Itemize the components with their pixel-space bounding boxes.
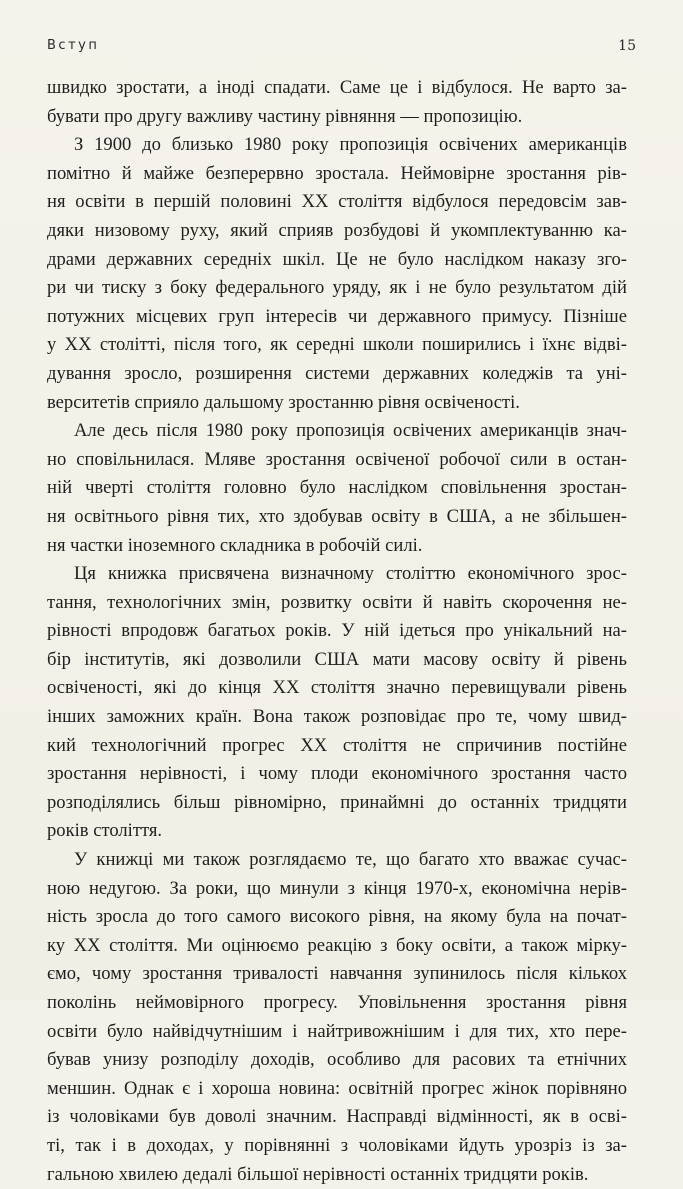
text-line: потужних місцевих груп інтересів чи державного примусу. Пізніше xyxy=(47,305,627,327)
text-line: ність зросла до того самого високого рівня, на якому була на почат- xyxy=(47,906,627,928)
text-line: ній чверті століття головно було наслідком сповільнення зростан- xyxy=(47,477,627,499)
body-text xyxy=(47,74,627,1189)
text-line: Але десь після 1980 року пропозиція освічених американців знач- xyxy=(74,420,627,442)
text-line: кий технологічний прогрес XX століття не спричинив постійне xyxy=(47,734,627,756)
paragraph xyxy=(47,74,627,131)
text-line: бувати про другу важливу частину рівняння — пропозицію. xyxy=(47,105,523,127)
text-line: зростання нерівності, і чому плоди економічного зростання часто xyxy=(47,763,627,785)
text-line: із чоловіками був доволі значним. Насправді відмінності, як в осві- xyxy=(47,1106,627,1128)
text-line: дяки низовому руху, який сприяв розбудові й укомплектуванню ка- xyxy=(47,219,627,241)
text-line: ня освіти в першій половині XX століття відбулося передовсім зав- xyxy=(47,191,627,213)
text-line: меншин. Однак є і хороша новина: освітній прогрес жінок порівняно xyxy=(47,1077,627,1099)
text-line: драми державних середніх шкіл. Це не було наслідком наказу зго- xyxy=(47,248,627,270)
text-line: ною недугою. За роки, що минули з кінця 1970-х, економічна нерів- xyxy=(47,877,627,899)
text-line: гальною хвилею дедалі більшої нерівності останніх тридцяти років. xyxy=(47,1163,589,1185)
text-line: З 1900 до близько 1980 року пропозиція освічених американців xyxy=(74,134,627,156)
text-line: ня освітнього рівня тих, хто здобував освіту в США, а не збільшен- xyxy=(47,505,627,527)
text-line: освіченості, які до кінця XX століття значно перевищували рівень xyxy=(47,677,627,699)
text-line: тання, технологічних змін, розвитку освіти й навіть скорочення не- xyxy=(47,591,627,613)
section-title: Вступ xyxy=(47,38,100,53)
text-line: ті, так і в доходах, у порівнянні з чоловіками йдуть урозріз із за- xyxy=(47,1134,627,1156)
text-line: у XX столітті, після того, як середні школи поширились і їхнє відві- xyxy=(47,334,627,356)
text-line: У книжці ми також розглядаємо те, що багато хто вважає сучас- xyxy=(74,849,627,871)
text-line: но сповільнилася. Мляве зростання освіченої робочої сили в остан- xyxy=(47,448,627,470)
text-line: верситетів сприяло дальшому зростанню рівня освіченості. xyxy=(47,391,520,413)
paragraph xyxy=(47,560,627,846)
text-line: бував унизу розподілу доходів, особливо для расових та етнічних xyxy=(47,1049,627,1071)
text-line: ємо, чому зростання тривалості навчання зупинилось після кількох xyxy=(47,963,627,985)
page-number: 15 xyxy=(618,38,636,54)
text-line: Ця книжка присвячена визначному століттю економічного зрос- xyxy=(74,563,627,585)
running-head xyxy=(47,38,636,58)
paragraph xyxy=(47,417,627,560)
text-line: помітно й майже безперервно зростала. Неймовірне зростання рів- xyxy=(47,162,627,184)
text-line: поколінь неймовірного прогресу. Уповільнення зростання рівня xyxy=(47,992,627,1013)
paragraph xyxy=(47,846,627,1189)
text-line: ня частки іноземного складника в робочій силі. xyxy=(47,534,423,556)
text-line: освіти було найвідчутнішим і найтривожнішим і для тих, хто пере- xyxy=(47,1020,627,1042)
text-line: ри чи тиску з боку федерального уряду, як і не було результатом дій xyxy=(47,277,627,299)
text-line: років століття. xyxy=(47,820,163,842)
paragraph xyxy=(47,131,627,417)
text-line: швидко зростати, а іноді спадати. Саме це і відбулося. Не варто за- xyxy=(47,77,627,98)
text-line: розподілялись більш рівномірно, принаймні до останніх тридцяти xyxy=(47,791,627,813)
text-line: бір інститутів, які дозволили США мати масову освіту й рівень xyxy=(47,648,627,670)
text-line: ку XX століття. Ми оцінюємо реакцію з боку освіти, а також мірку- xyxy=(47,934,627,956)
text-line: інших заможних країн. Вона також розповідає про те, чому швид- xyxy=(47,706,627,728)
text-line: дування зросло, розширення системи державних коледжів та уні- xyxy=(47,362,627,384)
text-line: рівності впродовж багатьох років. У ній ідеться про унікальний на- xyxy=(47,620,627,642)
